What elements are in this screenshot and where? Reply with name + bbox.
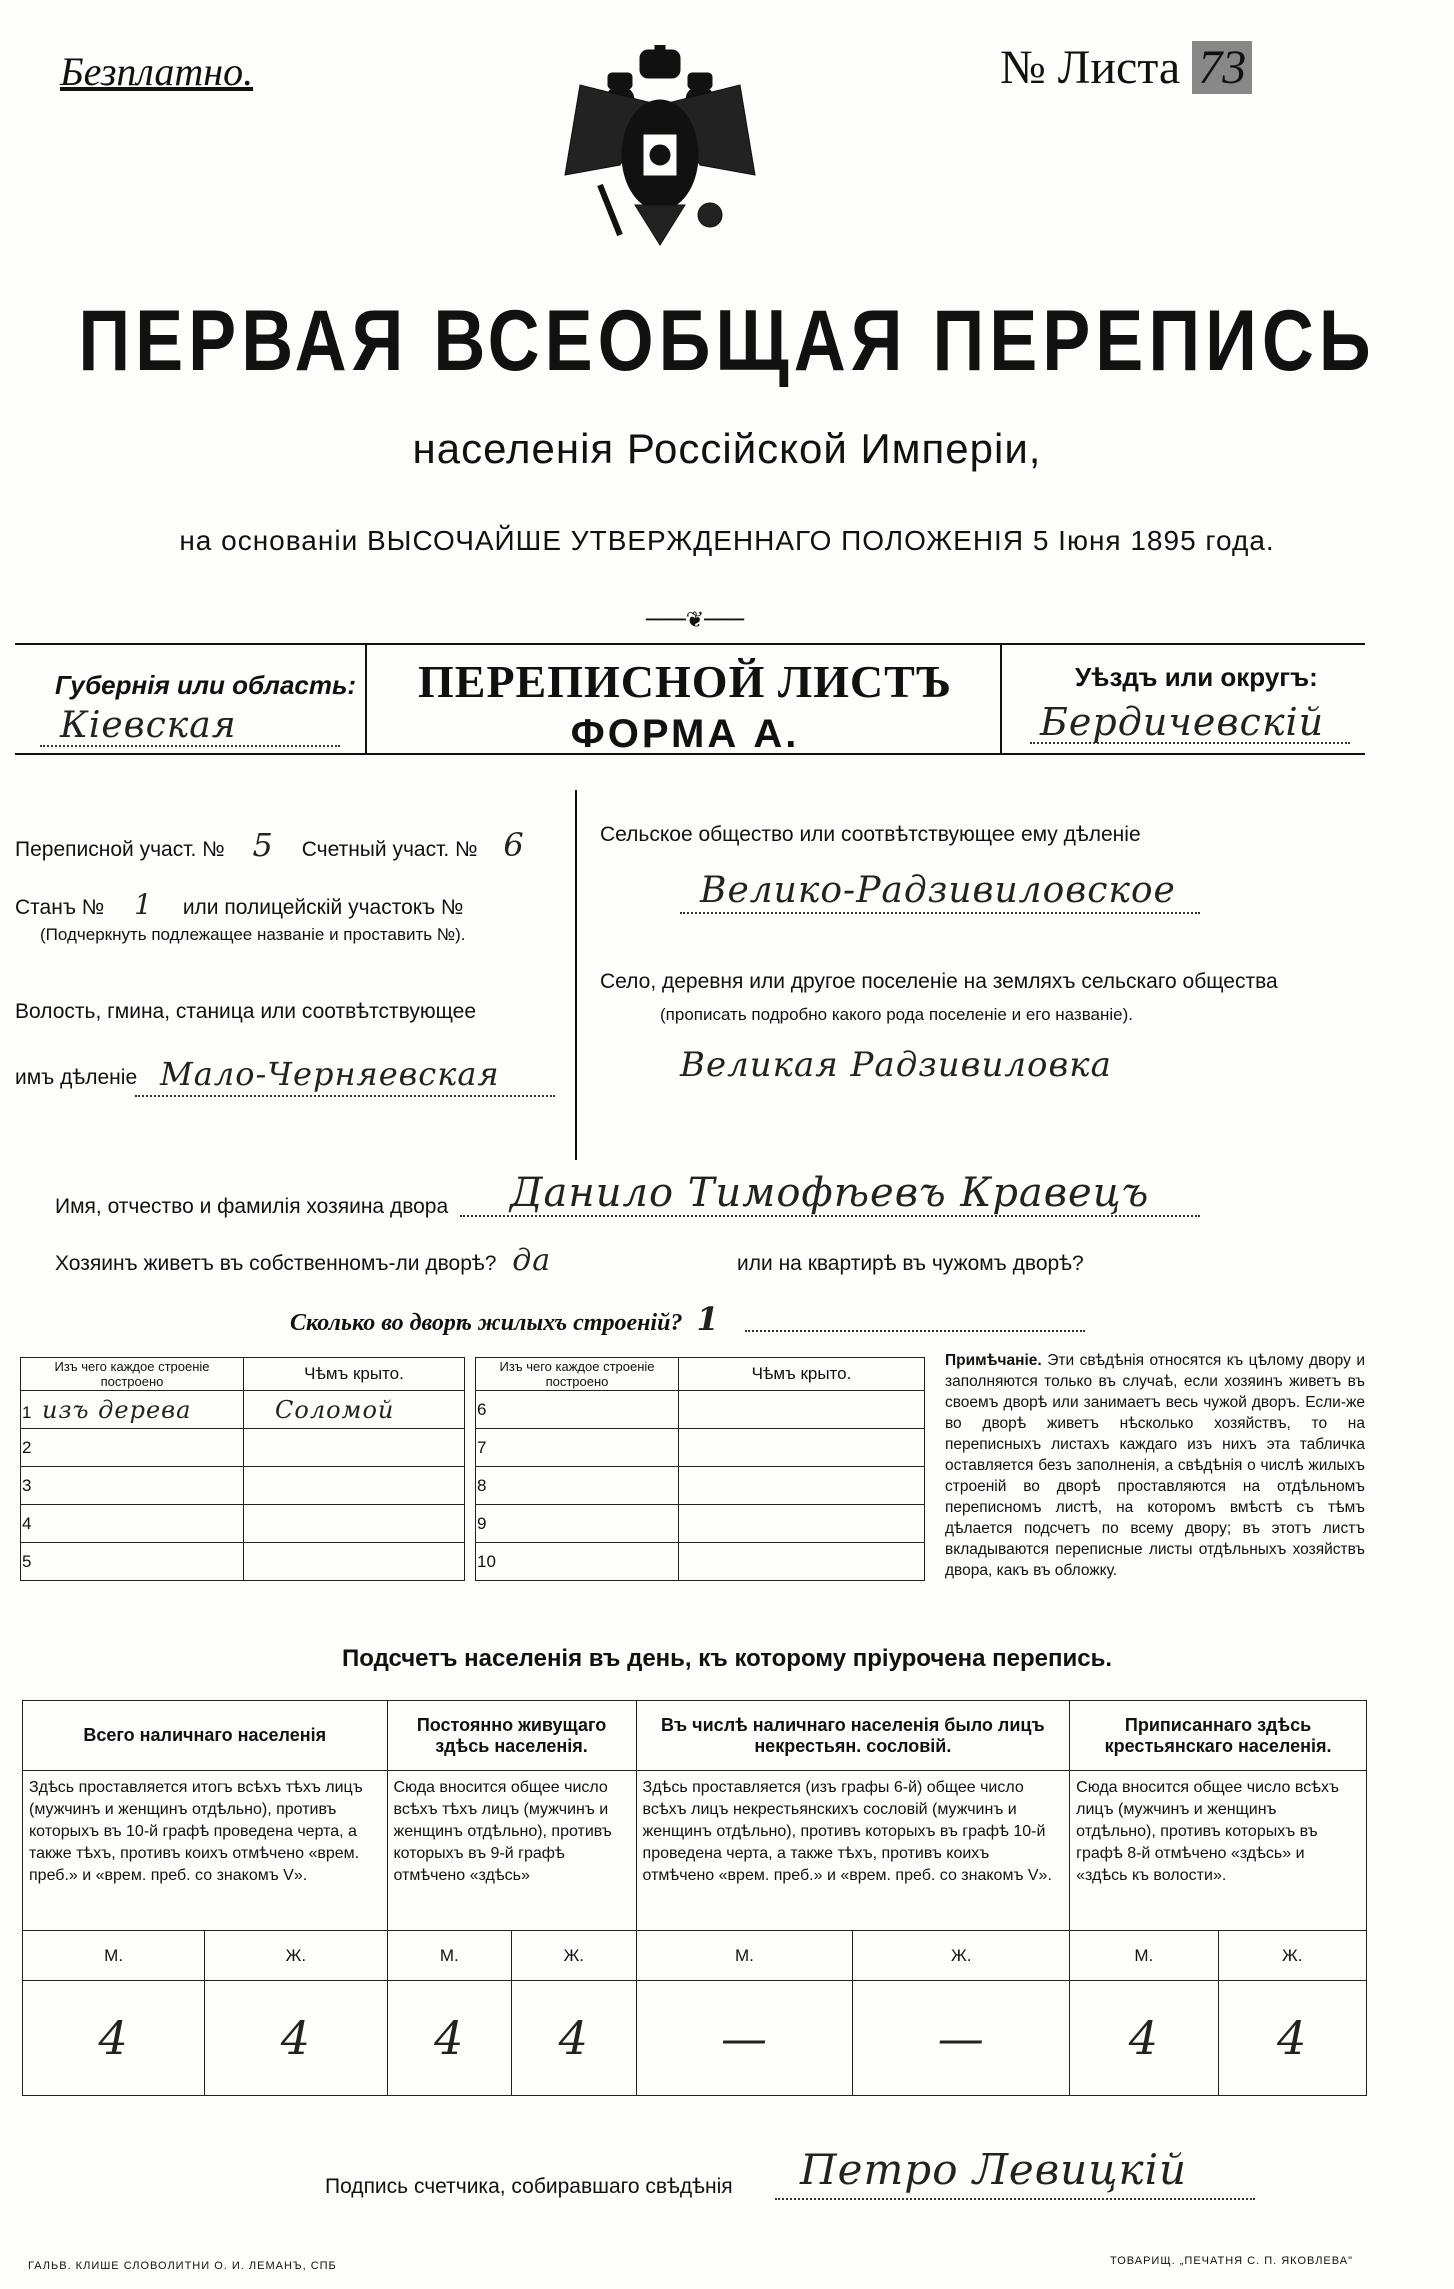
own-yard-row (55, 1243, 1084, 1278)
m-label: М. (23, 1931, 205, 1981)
society-underline (680, 912, 1200, 914)
uezd-underline (1030, 742, 1350, 744)
pop-value-total-f: 4 (205, 1981, 387, 2096)
basis-line: на основаніи ВЫСОЧАЙШЕ УТВЕРЖДЕННАГО ПОЛОЖЕНІЯ 5 Іюня 1895 года. (179, 525, 1275, 556)
sheet-number (1000, 40, 1252, 95)
table-row (21, 1391, 465, 1429)
pop-col-head-4: Приписаннаго здѣсь крестьянскаго населенія. (1070, 1701, 1367, 1771)
buildings-underline (745, 1330, 1085, 1332)
pop-col-head-3: Въ числѣ наличнаго населенія было лицъ некрестьян. сословій. (636, 1701, 1070, 1771)
sheet-title: ПЕРЕПИСНОЙ ЛИСТЪ (417, 656, 953, 707)
sheet-number-label: № Листа (1000, 41, 1181, 94)
row-number: 1 (22, 1402, 32, 1422)
population-head-row (23, 1701, 1367, 1771)
form-divider-left (365, 643, 367, 753)
stan-row (15, 888, 463, 921)
buildings-value: 1 (696, 1300, 720, 1338)
col-roof-2: Чѣмъ крыто. (679, 1358, 925, 1391)
note-text: Эти свѣдѣнія относятся къ цѣлому двору и заполняются только въ случаѣ, если хозяинъ живетъ въ своемъ дворѣ или занимаетъ весь чужой дворъ. Если-же во дворѣ живетъ нѣсколько хозяйствъ, то на переписныхъ листахъ каждаго изъ нихъ эта табличка оставляется безъ заполненія, а свѣдѣнія о числѣ жилыхъ строеній во дворѣ проставляются на отдѣльномъ переписномъ листѣ, на которомъ вмѣстѣ съ тѣмъ дѣлается подсчетъ по всему двору; въ этотъ листъ вкладываются переписные листы отдѣльныхъ хозяйствъ двора, какъ въ обложку. (945, 1352, 1365, 1579)
table-row (21, 1429, 465, 1467)
pop-col-desc-3: Здѣсь проставляется (изъ графы 6-й) общее число всѣхъ лицъ некрестьянскихъ сословій (мужчинъ и женщинъ отдѣльно), противъ которыхъ въ графѣ 10-й проведена черта, а также тѣхъ, противъ коихъ отмѣчено «врем. преб.» и «врем. преб. со знакомъ V». (636, 1771, 1070, 1931)
count-area-value: 6 (503, 826, 525, 864)
row-number: 7 (477, 1437, 487, 1457)
other-yard-label: или на квартирѣ въ чужомъ дворѣ? (737, 1252, 1084, 1275)
table-row (476, 1429, 925, 1467)
imperial-eagle-emblem (560, 45, 760, 255)
pop-value-noncrest-m: — (636, 1981, 853, 2096)
printer-left: ГАЛЬВ. КЛИШЕ СЛОВОЛИТНИ О. И. ЛЕМАНЪ, СПБ (28, 2260, 337, 2272)
population-sex-row (23, 1931, 1367, 1981)
col-material-2: Изъ чего каждое строеніе построено (476, 1358, 679, 1391)
census-area-value: 5 (252, 826, 274, 864)
village-value: Великая Радзивиловка (680, 1045, 1112, 1085)
stan-label: Станъ № (15, 896, 105, 919)
table-row (476, 1505, 925, 1543)
pop-col-head-1: Всего наличнаго населенія (23, 1701, 388, 1771)
location-divider (575, 790, 577, 1160)
own-yard-label: Хозяинъ живетъ въ собственномъ-ли дворѣ? (55, 1252, 497, 1275)
f-label: Ж. (205, 1931, 387, 1981)
volost-underline (135, 1095, 555, 1097)
m-label: М. (387, 1931, 512, 1981)
row-number: 3 (22, 1475, 32, 1495)
subtitle: населенія Россійской Имперіи, (412, 425, 1042, 472)
row-number: 10 (477, 1551, 496, 1571)
signature-label: Подпись счетчика, собиравшаго свѣдѣнія (325, 2175, 733, 2198)
signature-value: Петро Левицкій (800, 2145, 1188, 2194)
pop-col-desc-2: Сюда вносится общее число всѣхъ тѣхъ лицъ (мужчинъ и женщинъ отдѣльно), противъ которыхъ въ 9-й графѣ отмѣчено «здѣсь» (387, 1771, 636, 1931)
col-roof: Чѣмъ крыто. (244, 1358, 465, 1391)
owner-name-label: Имя, отчество и фамилія хозяина двора (55, 1195, 449, 1218)
pop-col-head-2: Постоянно живущаго здѣсь населенія. (387, 1701, 636, 1771)
guberniya-underline (40, 745, 340, 747)
table-row (21, 1467, 465, 1505)
row-number: 6 (477, 1399, 487, 1419)
buildings-row (290, 1300, 720, 1338)
f-label: Ж. (853, 1931, 1070, 1981)
guberniya-value: Кіевская (60, 705, 237, 746)
buildings-table-right (475, 1357, 925, 1581)
pop-value-permanent-f: 4 (512, 1981, 637, 2096)
pop-value-noncrest-f: — (853, 1981, 1070, 2096)
table-row (476, 1391, 925, 1429)
row-number: 5 (22, 1551, 32, 1571)
row-number: 2 (22, 1437, 32, 1457)
census-area-label: Переписной участ. № (15, 838, 225, 861)
count-area-label: Счетный участ. № (301, 838, 478, 861)
ornament-divider: ───❦─── (646, 608, 744, 633)
volost-value: Мало-Черняевская (160, 1055, 500, 1093)
main-title: ПЕРВАЯ ВСЕОБЩАЯ ПЕРЕПИСЬ (78, 293, 1376, 389)
owner-name-value: Данило Тимофѣевъ Кравецъ (510, 1170, 1150, 1216)
signature-underline (775, 2198, 1255, 2200)
police-label: или полицейскій участокъ № (182, 896, 464, 919)
uezd-value: Бердичевскій (1040, 700, 1325, 744)
population-values-row (23, 1981, 1367, 2096)
m-label: М. (636, 1931, 853, 1981)
pop-value-peasant-f: 4 (1218, 1981, 1366, 2096)
form-top-rule (15, 643, 1365, 645)
society-label: Сельское общество или соотвѣтствующее ему дѣленіе (600, 823, 1141, 846)
buildings-table-left (20, 1357, 465, 1581)
village-note: (прописать подробно какого рода поселеніе и его названіе). (660, 1005, 1134, 1024)
form-label: ФОРМА А. (570, 712, 800, 756)
table-row (476, 1467, 925, 1505)
pop-value-permanent-m: 4 (387, 1981, 512, 2096)
table-row (21, 1543, 465, 1581)
pop-value-peasant-m: 4 (1070, 1981, 1218, 2096)
form-divider-right (1000, 643, 1002, 753)
buildings-label: Сколько во дворѣ жилыхъ строеній? (290, 1310, 683, 1336)
uezd-label: Уѣздъ или округъ: (1075, 662, 1318, 692)
pop-col-desc-1: Здѣсь проставляется итогъ всѣхъ тѣхъ лицъ (мужчинъ и женщинъ отдѣльно), противъ которыхъ въ 10-й графѣ проведена черта, а также тѣхъ, противъ коихъ отмѣчено «врем. преб.» и «врем. преб. со знакомъ V». (23, 1771, 388, 1931)
printer-right: ТОВАРИЩ. „ПЕЧАТНЯ С. П. ЯКОВЛЕВА" (1110, 2255, 1353, 2267)
col-material: Изъ чего каждое строеніе построено (21, 1358, 244, 1391)
row-number: 4 (22, 1513, 32, 1533)
stan-value: 1 (134, 888, 153, 921)
row-roof: Соломой (275, 1395, 395, 1424)
population-desc-row (23, 1771, 1367, 1931)
population-title: Подсчетъ населенія въ день, къ которому пріурочена перепись. (342, 1645, 1112, 1672)
population-table (22, 1700, 1367, 2096)
table-row (21, 1505, 465, 1543)
row-number: 9 (477, 1513, 487, 1533)
guberniya-label: Губернія или область: (55, 670, 357, 700)
free-label: Безплатно. (60, 49, 254, 94)
volost-label-2: имъ дѣленіе (15, 1066, 138, 1089)
owner-name-underline (460, 1215, 1200, 1217)
note-block (945, 1350, 1365, 1581)
row-material: изъ дерева (42, 1395, 192, 1424)
volost-label-1: Волость, гмина, станица или соотвѣтствующее (15, 1000, 476, 1023)
note-title: Примѣчаніе. (945, 1352, 1042, 1369)
sheet-number-value: 73 (1192, 41, 1252, 94)
pop-value-total-m: 4 (23, 1981, 205, 2096)
census-area-row (15, 826, 545, 864)
own-yard-value: да (512, 1243, 552, 1278)
village-label: Село, деревня или другое поселеніе на земляхъ сельскаго общества (600, 970, 1278, 993)
f-label: Ж. (512, 1931, 637, 1981)
table-row (476, 1543, 925, 1581)
society-value: Велико-Радзивиловское (700, 870, 1176, 911)
row-number: 8 (477, 1475, 487, 1495)
pop-col-desc-4: Сюда вносится общее число всѣхъ лицъ (мужчинъ и женщинъ отдѣльно), противъ которыхъ въ графѣ 8-й отмѣчено «здѣсь» и «здѣсь къ волости». (1070, 1771, 1367, 1931)
f-label: Ж. (1218, 1931, 1366, 1981)
m-label: М. (1070, 1931, 1218, 1981)
stan-note: (Подчеркнуть подлежащее названіе и проставить №). (40, 925, 466, 944)
